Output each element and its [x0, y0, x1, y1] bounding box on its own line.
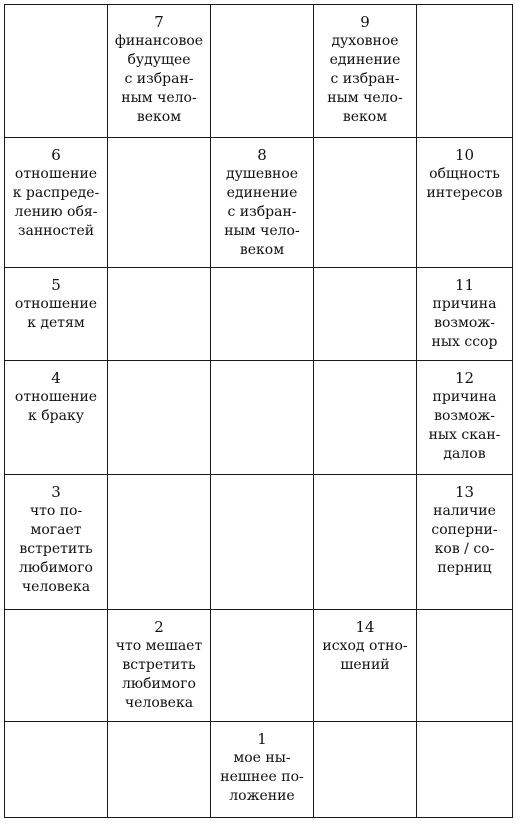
position-label-line: наличие: [433, 503, 496, 519]
table-row: [5, 361, 513, 475]
empty-cell: [314, 361, 417, 475]
position-label-line: исход отно-: [322, 638, 408, 654]
empty-cell: [5, 610, 108, 722]
empty-cell: [417, 610, 513, 722]
position-label-line: любимого: [19, 560, 93, 576]
position-label-line: ложение: [229, 788, 295, 804]
empty-cell: [108, 722, 211, 818]
position-number: 3: [51, 483, 61, 501]
table-row: [5, 5, 513, 138]
empty-cell: [417, 5, 513, 138]
position-label-line: встретить: [19, 541, 93, 557]
position-cell-5: [5, 268, 108, 361]
table-row: [5, 722, 513, 818]
position-label-line: к браку: [28, 408, 84, 424]
position-label-line: с избран-: [124, 71, 194, 87]
position-label-line: далов: [443, 446, 486, 462]
position-label-line: любимого: [122, 676, 196, 692]
position-label-line: веком: [136, 109, 182, 125]
position-label-line: ным чело-: [327, 90, 403, 106]
position-label-line: ным чело-: [224, 223, 300, 239]
empty-cell: [108, 268, 211, 361]
position-number: 13: [454, 483, 475, 501]
position-cell-12: [417, 361, 513, 475]
position-label-line: отношение: [14, 389, 98, 405]
position-label-line: душевное: [225, 166, 299, 182]
position-label-line: веком: [239, 242, 285, 258]
position-number: 2: [154, 618, 164, 636]
position-label-line: занностей: [17, 223, 95, 239]
position-cell-13: [417, 475, 513, 610]
position-label-line: человека: [21, 579, 91, 595]
position-label-line: встретить: [122, 657, 196, 673]
table-row: [5, 610, 513, 722]
position-label-line: мое ны-: [233, 750, 291, 766]
empty-cell: [211, 268, 314, 361]
position-number: 6: [51, 146, 61, 164]
position-label-line: с избран-: [330, 71, 400, 87]
empty-cell: [314, 475, 417, 610]
empty-cell: [314, 722, 417, 818]
position-label-line: человека: [124, 695, 194, 711]
position-label-line: ных ссор: [431, 334, 498, 350]
empty-cell: [211, 475, 314, 610]
position-number: 7: [154, 13, 164, 31]
empty-cell: [417, 722, 513, 818]
position-label-line: единение: [329, 52, 401, 68]
position-label-line: нешнее по-: [220, 769, 304, 785]
position-label-line: причина: [432, 389, 497, 405]
position-cell-1: [211, 722, 314, 818]
position-number: 5: [51, 276, 61, 294]
position-cell-7: [108, 5, 211, 138]
position-label-line: соперни-: [431, 522, 498, 538]
position-label-line: возмож-: [434, 408, 495, 424]
empty-cell: [211, 361, 314, 475]
position-number: 14: [355, 618, 375, 636]
empty-cell: [108, 475, 211, 610]
position-label-line: ных скан-: [428, 427, 501, 443]
position-label-line: причина: [432, 296, 497, 312]
position-cell-11: [417, 268, 513, 361]
position-label-line: могает: [30, 522, 82, 538]
position-label-line: интересов: [426, 185, 503, 201]
position-cell-3: [5, 475, 108, 610]
position-label-line: веком: [342, 109, 388, 125]
position-label-line: ков / со-: [434, 541, 495, 557]
empty-cell: [108, 138, 211, 268]
position-label-line: с избран-: [227, 204, 297, 220]
position-label-line: к распреде-: [12, 185, 100, 201]
position-label-line: что мешает: [115, 638, 203, 654]
empty-cell: [314, 268, 417, 361]
position-label-line: перниц: [437, 560, 492, 576]
position-label-line: что по-: [29, 503, 83, 519]
position-label-line: финансовое: [114, 33, 204, 49]
empty-cell: [314, 138, 417, 268]
position-label-line: духовное: [331, 33, 399, 49]
position-label-line: ным чело-: [121, 90, 197, 106]
position-number: 11: [454, 276, 475, 294]
position-cell-9: [314, 5, 417, 138]
position-number: 4: [51, 369, 61, 387]
table-row: [5, 138, 513, 268]
empty-cell: [211, 5, 314, 138]
positions-table: [4, 4, 513, 818]
empty-cell: [5, 722, 108, 818]
position-label-line: отношение: [14, 166, 98, 182]
empty-cell: [108, 361, 211, 475]
position-number: 10: [454, 146, 475, 164]
position-number: 9: [360, 13, 370, 31]
position-label-line: отношение: [14, 296, 98, 312]
empty-cell: [5, 5, 108, 138]
position-label-line: возмож-: [434, 315, 495, 331]
position-number: 1: [257, 730, 267, 748]
position-number: 8: [257, 146, 267, 164]
position-label-line: к детям: [27, 315, 85, 331]
empty-cell: [211, 610, 314, 722]
position-label-line: будущее: [127, 52, 191, 68]
table-row: [5, 268, 513, 361]
table-row: [5, 475, 513, 610]
position-label-line: общность: [429, 166, 500, 182]
position-label-line: шений: [340, 657, 390, 673]
position-cell-6: [5, 138, 108, 268]
position-cell-2: [108, 610, 211, 722]
position-number: 12: [454, 369, 475, 387]
position-cell-10: [417, 138, 513, 268]
position-cell-4: [5, 361, 108, 475]
position-cell-14: [314, 610, 417, 722]
position-label-line: лению обя-: [14, 204, 98, 220]
position-cell-8: [211, 138, 314, 268]
position-label-line: единение: [226, 185, 298, 201]
